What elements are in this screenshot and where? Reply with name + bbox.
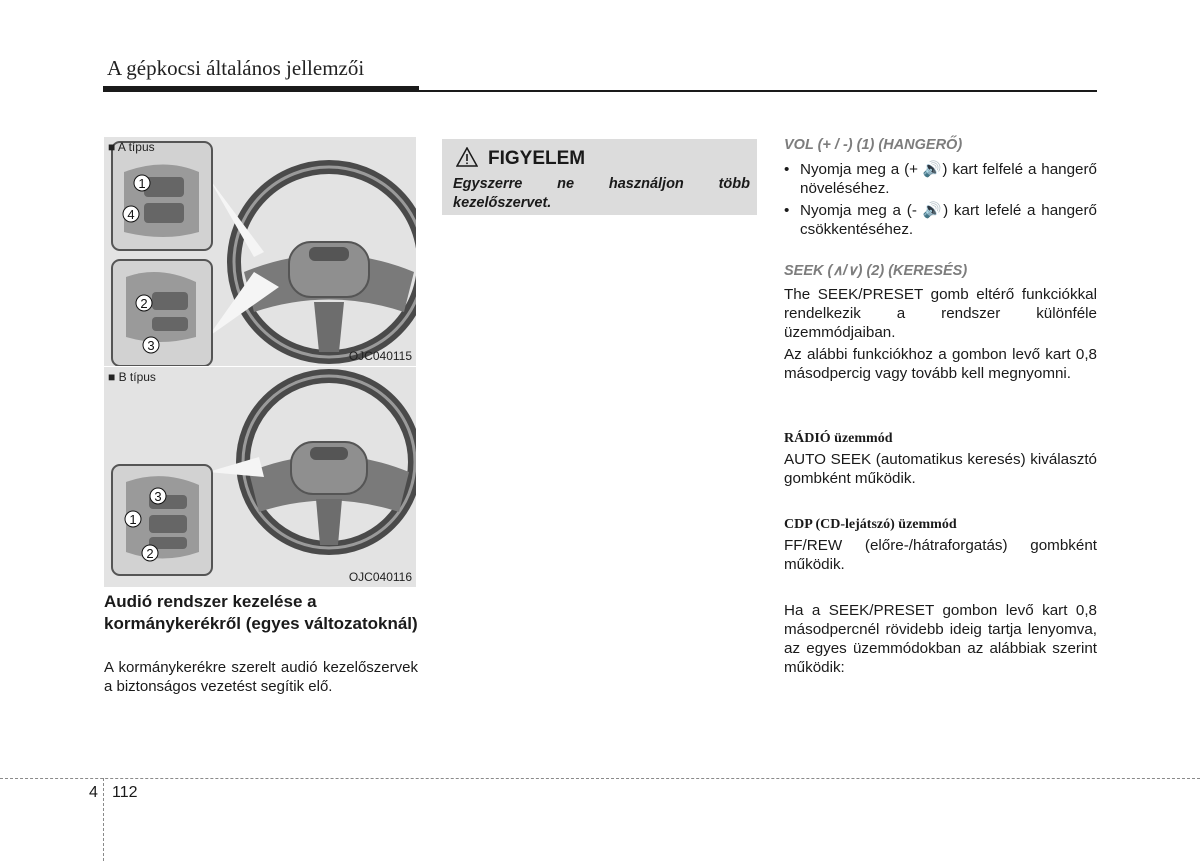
seek-paragraph-2: Az alábbi funkciókhoz a gombon levő kart 0,8 másodpercig vagy tovább kell megnyomni.: [784, 346, 1097, 382]
radio-mode-text: AUTO SEEK (automatikus keresés) kiválasztó gombként működik.: [784, 451, 1097, 487]
bullet-dot: •: [784, 161, 790, 178]
callout-1: 1: [129, 512, 137, 527]
radio-mode-heading: RÁDIÓ üzemmód: [784, 431, 893, 446]
page-number: 112: [112, 784, 138, 801]
header-rule-thick: [103, 86, 419, 92]
chapter-number: 4: [89, 784, 98, 801]
callout-2: 2: [146, 546, 154, 561]
steering-wheel-a-illustration: [104, 137, 416, 366]
callout-2: 2: [140, 296, 148, 311]
cdp-mode-heading: CDP (CD-lejátszó) üzemmód: [784, 517, 957, 532]
short-press-paragraph: Ha a SEEK/PRESET gombon levő kart 0,8 másodpercnél rövidebb ideig tartja lenyomva, az egyes üzemmódokban az alábbiak szerint működik:: [784, 602, 1097, 676]
seek-paragraph-1: The SEEK/PRESET gomb eltérő funkciókkal rendelkezik a rendszer különféle üzemmódjaiban.: [784, 286, 1097, 341]
header-rule-thin: [419, 90, 1097, 92]
callout-1: 1: [138, 176, 146, 191]
vol-bullet-2-text: Nyomja meg a (- 🔊) kart lefelé a hangerő csökkentéséhez.: [800, 202, 1097, 238]
footer-dashed-divider: [103, 778, 104, 861]
seek-heading: SEEK (∧/∨) (2) (KERESÉS): [784, 263, 968, 279]
warning-title: FIGYELEM: [488, 148, 586, 169]
section-title: Audió rendszer kezelése a kormánykerékről (egyes változatoknál): [104, 592, 418, 633]
steering-wheel-b-illustration: [104, 367, 416, 587]
cdp-mode-text: FF/REW (előre-/hátraforgatás) gombként működik.: [784, 537, 1097, 573]
vol-bullet-2: [784, 201, 1097, 241]
figure-a-label: ■ A típus: [108, 140, 155, 154]
callout-3: 3: [147, 338, 155, 353]
page-header-title: A gépkocsi általános jellemzői: [107, 56, 365, 80]
figure-type-b: [104, 367, 416, 587]
footer-dashed-rule: [0, 778, 1200, 779]
figure-a-code: OJC040115: [348, 349, 412, 363]
vol-bullet-1-text: Nyomja meg a (+ 🔊) kart felfelé a hangerő növeléséhez.: [800, 161, 1097, 197]
bullet-dot: •: [784, 202, 790, 219]
vol-heading: VOL (+ / -) (1) (HANGERŐ): [784, 137, 963, 153]
figure-b-label: ■ B típus: [108, 370, 156, 384]
section-body: A kormánykerékre szerelt audió kezelőszervek a biztonságos vezetést segítik elő.: [104, 659, 418, 695]
warning-triangle-icon: [456, 147, 478, 167]
warning-text: Egyszerre ne használjon több kezelőszervet.: [453, 176, 750, 211]
callout-3: 3: [154, 489, 162, 504]
callout-4: 4: [127, 207, 135, 222]
warning-box: [442, 139, 757, 215]
vol-bullet-1: [784, 160, 1097, 200]
figure-b-code: OJC040116: [348, 570, 412, 584]
figure-type-a: [104, 137, 416, 366]
